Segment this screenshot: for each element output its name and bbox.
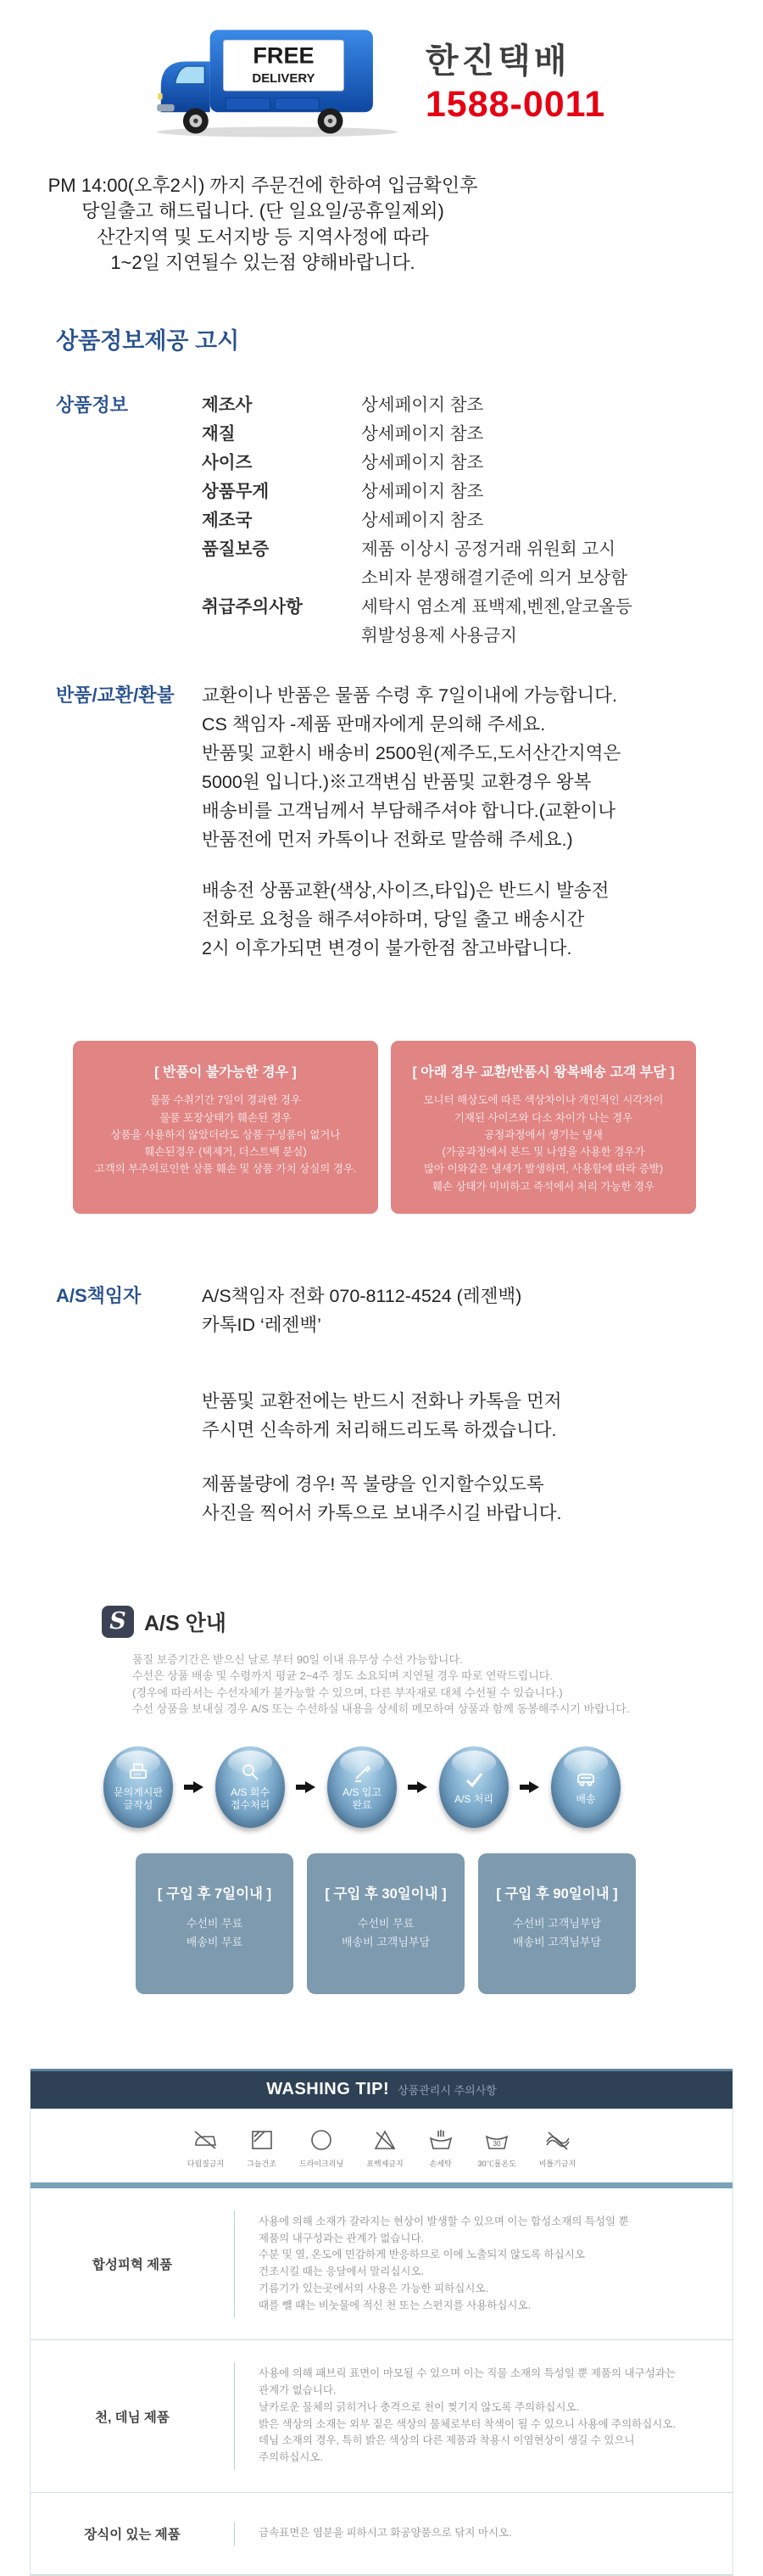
table-row <box>202 420 632 449</box>
step-label: A/S 처리 <box>454 1792 493 1805</box>
care-icon-item <box>299 2126 343 2169</box>
washing-divider <box>31 2182 732 2188</box>
magnifier-icon <box>239 1762 261 1784</box>
care-row-text: 사용에 의해 패브릭 표면이 마모될 수 있으며 이는 직물 소재의 특성일 뿐 제품의 내구성과는 관계가 없습니다. 날카로운 물체의 긁히거나 충격으로 천이 찢기지 않도록 주의하십시오. 밝은 색상의 소재는 외부 짙은 색상의 물체로부터 착색이 될 수 있으니 사용에 주의하십시오. 데님 소재의 경우, 특히 밝은 색상의 다른 제품과 착용시 이염현상이 생길 수 있으니 주의하십시오. <box>234 2362 732 2470</box>
no-iron-icon <box>191 2126 220 2154</box>
row-label: 사이즈 <box>202 453 253 473</box>
checkmark-icon <box>463 1769 485 1791</box>
delivery-header <box>0 0 763 139</box>
brand-s-logo-icon: S <box>102 1606 134 1638</box>
as-paragraph-2: 제품불량에 경우! 꼭 불량을 인지할수있도록 사진을 찍어서 카톡으로 보내주시길 바랍니다. <box>202 1473 562 1523</box>
care-icon-label: 표백제금지 <box>366 2159 404 2168</box>
delivery-truck-icon <box>146 20 409 139</box>
step-arrival-complete <box>327 1746 397 1828</box>
table-row <box>202 391 632 420</box>
svg-text:30: 30 <box>493 2139 501 2148</box>
page-title: 상품정보제공 고시 <box>56 328 240 355</box>
customer-pays-shipping-box <box>391 1041 696 1214</box>
care-instructions-table <box>31 2188 732 2575</box>
period-box-90days <box>478 1853 636 1994</box>
product-info-section <box>56 391 763 651</box>
as-guide-section <box>102 1606 695 1994</box>
row-value: 상세페이지 참조 <box>361 395 484 416</box>
care-row-text: 금속표면은 염분을 피하시고 화공양품으로 닦지 마시오. <box>234 2522 732 2545</box>
as-paragraph-1: 반품및 교환전에는 반드시 전화나 카톡을 먼저 주시면 신속하게 처리해드리도록 하겠습니다. <box>202 1390 562 1440</box>
period-box-title: [ 구입 후 30일이내 ] <box>325 1886 447 1902</box>
row-label: 취급주의사항 <box>202 597 303 617</box>
step-label: A/S 회수 접수처리 <box>230 1786 270 1812</box>
washing-tip-section <box>30 2069 733 2576</box>
carrier-name: 한진택배 <box>425 42 571 80</box>
care-icon-item <box>478 2126 516 2169</box>
care-row-label: 합성피혁 제품 <box>92 2258 173 2273</box>
row-label: 제조사 <box>202 395 253 416</box>
step-label: 문의게시판 글작성 <box>114 1786 163 1812</box>
step-delivery <box>551 1746 621 1828</box>
hand-wash-icon <box>426 2126 455 2154</box>
row-value: 세탁시 염소계 표백제,벤젠,알코올등 휘발성용제 사용금지 <box>361 597 632 646</box>
table-row <box>31 2493 732 2575</box>
arrow-right-icon <box>296 1781 316 1793</box>
care-icon-item <box>426 2126 455 2169</box>
care-icon-label: 30℃물온도 <box>477 2159 516 2168</box>
section-label-as-manager: A/S책임자 <box>56 1284 142 1306</box>
arrow-right-icon <box>520 1781 540 1793</box>
row-label: 품질보증 <box>202 539 270 560</box>
step-label: 배송 <box>576 1792 596 1805</box>
row-value: 상세페이지 참조 <box>361 424 484 444</box>
water-temp-30-icon <box>482 2126 511 2154</box>
period-box-lines: 수선비 고객님부담 배송비 고객님부담 <box>512 1916 602 1949</box>
care-row-text: 사용에 의해 소재가 갈라지는 현상이 발생할 수 있으며 이는 합성소재의 특성일 뿐 제품의 내구성과는 관계가 없습니다. 수분 및 열, 온도에 민감하게 반응하므로 이에 노출되지 않도록 하십시오 건조시킬 때는 응달에서 말리십시오. 기름기가 있는곳에서의 사용은 가능한 피하십시오. 때를 뺄 때는 비눗물에 적신 천 또는 스펀지를 사용하십시오. <box>234 2210 732 2318</box>
row-label: 제조국 <box>202 511 253 531</box>
table-row <box>202 593 632 651</box>
step-as-processing <box>439 1746 509 1828</box>
product-info-table <box>202 391 632 651</box>
returns-section <box>56 681 763 963</box>
care-icon-item <box>247 2126 276 2169</box>
returns-paragraph-2: 배송전 상품교환(색상,사이즈,타입)은 반드시 발송전 전화로 요청을 해주셔야하며, 당일 출고 배송시간 2시 이후가되면 변경이 불가한점 참고바랍니다. <box>202 880 610 959</box>
section-label-returns: 반품/교환/환불 <box>56 685 175 707</box>
period-box-title: [ 구입 후 90일이내 ] <box>496 1886 618 1902</box>
care-icon-label: 다림질금지 <box>187 2159 225 2168</box>
returns-paragraph-1: 교환이나 반품은 물품 수령 후 7일이내에 가능합니다. CS 책임자 -제품 판매자에게 문의해 주세요. 반품및 교환시 배송비 2500원(제주도,도서산간지역은 5000원 입니다.)※고객변심 반품및 교환경우 왕복 배송비를 고객님께서 부담해주셔야 합니다.(교환이나 반품전에 먼저 카톡이나 전화로 말씀해 주세요.) <box>202 685 621 851</box>
table-row <box>31 2340 732 2493</box>
period-box-7days <box>136 1853 293 1994</box>
shade-dry-icon <box>248 2126 276 2154</box>
row-label: 상품무게 <box>202 482 270 502</box>
table-row <box>31 2188 732 2341</box>
warning-box-lines: 물품 수취기간 7일이 경과한 경우 물품 포장상태가 훼손된 경우 상품을 사용하지 않았더라도 상품 구성품이 없거나 훼손된경우 (택제거, 더스트백 분실) 고객의 부주의로인한 상품 훼손 및 상품 가치 상실의 경우. <box>94 1094 357 1176</box>
row-label: 재질 <box>202 424 236 444</box>
table-row <box>202 535 632 593</box>
dry-clean-icon <box>307 2126 336 2154</box>
step-pickup-receipt <box>215 1746 285 1828</box>
no-return-cases-box <box>73 1041 378 1214</box>
truck-sign-delivery: DELIVERY <box>252 70 315 86</box>
period-box-title: [ 구입 후 7일이내 ] <box>157 1886 272 1902</box>
table-row <box>202 506 632 535</box>
row-value: 상세페이지 참조 <box>361 453 484 473</box>
care-icon-item <box>187 2126 224 2169</box>
period-box-lines: 수선비 무료 배송비 고객님부담 <box>341 1916 431 1949</box>
washing-tip-title: WASHING TIP! <box>266 2080 390 2099</box>
truck-sign-free: FREE <box>253 42 315 69</box>
care-icons-row <box>31 2109 732 2177</box>
care-row-label: 장식이 있는 제품 <box>84 2527 181 2542</box>
shipping-notice: PM 14:00(오후2시) 까지 주문건에 한하여 입금확인후 당일출고 해드립니다. (단 일요일/공휴일제외) 산간지역 및 도서지방 등 지역사정에 따라 1~2일 지연될수 있는점 양해바랍니다. <box>47 175 478 274</box>
as-contact-lines: A/S책임자 전화 070-8112-4524 (레젠백) 카톡ID ‘레젠백’ <box>202 1285 522 1335</box>
no-bleach-icon <box>370 2126 399 2154</box>
row-value: 상세페이지 참조 <box>361 511 484 531</box>
arrow-right-icon <box>408 1781 428 1793</box>
step-inquiry-board <box>103 1746 173 1828</box>
care-icon-label: 드라이크리닝 <box>299 2159 344 2168</box>
warning-boxes-row <box>73 1041 763 1214</box>
row-value: 제품 이상시 공정거래 위원회 고시 소비자 분쟁해결기준에 의거 보상함 <box>361 539 628 589</box>
care-icon-label: 손세탁 <box>429 2159 452 2168</box>
printer-icon <box>127 1762 149 1784</box>
no-wring-icon <box>543 2126 572 2154</box>
carrier-phone: 1588-0011 <box>425 84 606 125</box>
care-icon-label: 그늘건조 <box>247 2159 277 2168</box>
as-manager-section <box>56 1282 763 1528</box>
as-guide-notes: 품질 보증기간은 받으신 날로 부터 90일 이내 유무상 수선 가능합니다. 수선은 상품 배송 및 수령까지 평균 2~4주 정도 소요되며 지연될 경우 따로 연락드립니다. (경우에 따라서는 수선자체가 불가능할 수 있으며, 다른 부자재로 대체 수선될 수 있습니다.) 수선 상품을 보내실 경우 A/S 또는 수선하실 내용을 상세히 메모하여 상품과 함께 동봉해주시기 바랍니다. <box>132 1652 630 1716</box>
warning-box-lines: 모니터 해상도에 따른 색상차이나 개인적인 시각차이 기재된 사이즈와 다소 차이가 나는 경우 공정과정에서 생기는 냄새 (가공과정에서 본드 및 나염을 사용한 경우가 많아 이와같은 냄새가 발생하며, 사용함에 따라 증발) 훼손 상태가 미비하고 즉석에서 처리 가능한 경우 <box>423 1094 664 1193</box>
section-label-product-info: 상품정보 <box>56 394 129 416</box>
row-value: 상세페이지 참조 <box>361 482 484 502</box>
care-icon-label: 비틀기금지 <box>538 2159 576 2168</box>
returns-text <box>202 681 621 963</box>
care-icon-item <box>539 2126 576 2169</box>
period-box-lines: 수선비 무료 배송비 무료 <box>186 1916 243 1949</box>
as-guide-title: A/S 안내 <box>144 1611 226 1635</box>
as-process-steps <box>103 1746 695 1828</box>
warning-box-title: [ 반품이 불가능한 경우 ] <box>154 1065 297 1081</box>
table-row <box>202 478 632 506</box>
care-row-label: 천, 데님 제품 <box>95 2410 170 2425</box>
writing-hand-icon <box>351 1762 373 1784</box>
arrow-right-icon <box>184 1781 204 1793</box>
table-row <box>202 449 632 478</box>
washing-tip-header <box>31 2069 732 2109</box>
washing-tip-subtitle: 상품관리시 주의사항 <box>398 2084 497 2098</box>
warning-box-title: [ 아래 경우 교환/반품시 왕복배송 고객 부담 ] <box>412 1065 675 1081</box>
as-guide-title-row <box>102 1606 695 1638</box>
period-box-30days <box>307 1853 465 1994</box>
delivery-car-icon <box>575 1769 597 1791</box>
repair-period-boxes <box>136 1853 695 1994</box>
as-manager-content <box>202 1282 561 1528</box>
step-label: A/S 입고 완료 <box>343 1786 382 1812</box>
care-icon-item <box>366 2126 403 2169</box>
